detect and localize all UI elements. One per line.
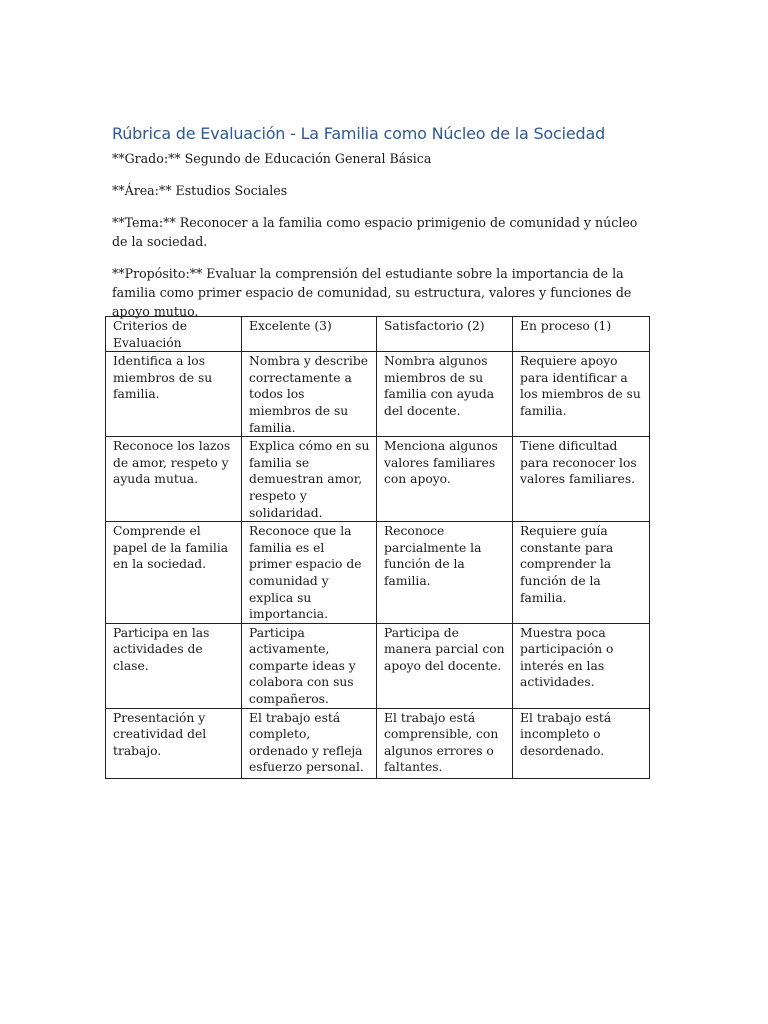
- header-en-proceso: En proceso (1): [513, 317, 650, 352]
- criterion-cell: Identifica a los miembros de su familia.: [106, 352, 242, 437]
- en-proceso-cell: Muestra poca participación o interés en las actividades.: [513, 623, 650, 708]
- grado-line: **Grado:** Segundo de Educación General Básica: [112, 151, 432, 166]
- criterion-cell: Presentación y creatividad del trabajo.: [106, 708, 242, 778]
- satisfactorio-cell: Menciona algunos valores familiares con apoyo.: [377, 437, 513, 522]
- table-row: [106, 437, 650, 522]
- satisfactorio-cell: Participa de manera parcial con apoyo del docente.: [377, 623, 513, 708]
- table-row: [106, 708, 650, 778]
- en-proceso-cell: Requiere apoyo para identificar a los miembros de su familia.: [513, 352, 650, 437]
- en-proceso-cell: Tiene dificultad para reconocer los valores familiares.: [513, 437, 650, 522]
- en-proceso-cell: El trabajo está incompleto o desordenado.: [513, 708, 650, 778]
- header-criterios: Criterios de Evaluación: [106, 317, 242, 352]
- excelente-cell: Explica cómo en su familia se demuestran amor, respeto y solidaridad.: [242, 437, 377, 522]
- header-excelente: Excelente (3): [242, 317, 377, 352]
- proposito-paragraph: **Propósito:** Evaluar la comprensión del estudiante sobre la importancia de la familia como primer espacio de comunidad, su estructura, valores y funciones de apoyo mutuo.: [112, 266, 632, 319]
- table-row: [106, 522, 650, 624]
- satisfactorio-cell: Nombra algunos miembros de su familia con ayuda del docente.: [377, 352, 513, 437]
- rubric-table: [105, 316, 650, 779]
- excelente-cell: El trabajo está completo, ordenado y refleja esfuerzo personal.: [242, 708, 377, 778]
- excelente-cell: Reconoce que la familia es el primer espacio de comunidad y explica su importancia.: [242, 522, 377, 624]
- en-proceso-cell: Requiere guía constante para comprender la función de la familia.: [513, 522, 650, 624]
- excelente-cell: Participa activamente, comparte ideas y colabora con sus compañeros.: [242, 623, 377, 708]
- excelente-cell: Nombra y describe correctamente a todos los miembros de su familia.: [242, 352, 377, 437]
- criterion-cell: Comprende el papel de la familia en la sociedad.: [106, 522, 242, 624]
- table-row: [106, 623, 650, 708]
- table-header-row: [106, 317, 650, 352]
- criterion-cell: Participa en las actividades de clase.: [106, 623, 242, 708]
- table-row: [106, 352, 650, 437]
- header-satisfactorio: Satisfactorio (2): [377, 317, 513, 352]
- document-title: Rúbrica de Evaluación - La Familia como Núcleo de la Sociedad: [112, 124, 606, 143]
- satisfactorio-cell: El trabajo está comprensible, con algunos errores o faltantes.: [377, 708, 513, 778]
- satisfactorio-cell: Reconoce parcialmente la función de la familia.: [377, 522, 513, 624]
- criterion-cell: Reconoce los lazos de amor, respeto y ayuda mutua.: [106, 437, 242, 522]
- tema-paragraph: **Tema:** Reconocer a la familia como espacio primigenio de comunidad y núcleo de la sociedad.: [112, 215, 638, 249]
- area-line: **Área:** Estudios Sociales: [112, 183, 288, 198]
